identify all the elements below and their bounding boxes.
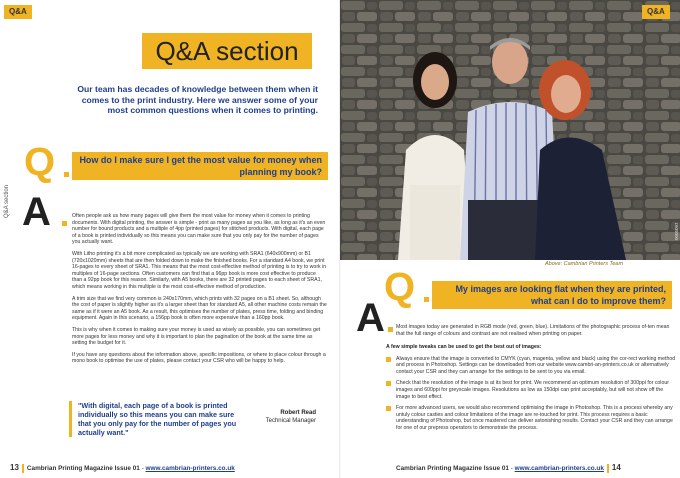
answer-letter: A	[22, 190, 51, 234]
question-letter: Q	[24, 140, 56, 184]
tip-item	[386, 356, 676, 376]
page-number: 14	[611, 463, 621, 472]
bullet-square-icon	[386, 357, 391, 362]
question-heading: How do I make sure I get the most value for money when planning my book?	[72, 152, 328, 180]
signature	[266, 410, 316, 425]
tip-text: For more advanced users, we would also recommend optimising the image in Photoshop. This is a process whereby any untuly colour casties and colour limitations of the image are re-touched for print. This process requires a basic understanding of Photoshop, but once mastered can deliver astonishing results. Contact your CSR and they can arrange for one of our prepress operators to demonstrate the process.	[396, 405, 673, 431]
section-tag: Q&A	[642, 5, 670, 19]
tip-text: Always ensure that the image is converted to CMYK (cyan, magenta, yellow and black) using the cor-rect working method and process in Photoshop. Settings can be downloaded from our website www.cambri-an-printers.co.uk or alternatively contact your CSR and they can arrange for the settings to be sent to you via email.	[396, 355, 676, 375]
question-heading: My images are looking flat when they are printed, what can I do to improve them?	[432, 281, 672, 309]
answer-paragraph: With Litho printing it's a bit more complicated as typically we are working with SRA1 (640x900mm) or B1 (720x1020mm) sheets that are then folded down to make the finished books. For a standard A4 book, we print 16-pages to every sheet of SRA1. This means that the most cost-effective method of printing is to try to work in multiples of 16-page sections. Often customers can find that a 96pp book is more cost effective to produce than a 92pp book for this reason. Similarly, with A5 books, there are 32 printed pages to each sheet of SRA1, which means working in this multiple is the most cost-effective method of production.	[72, 250, 327, 290]
answer-paragraph: Often people ask us how many pages will give them the most value for money when it comes to printing documents. With digital printing, the answer is simple - print as many pages as you like, as long as it's an even number for bound products and a multiple of 4pp (printed pages) for stitched products. With digital, each page of a book is printed individually so this means you can make sure that you only pay for the number of pages you actually want.	[72, 213, 326, 246]
team-photo	[340, 0, 680, 260]
footer-publication: Cambrian Printing Magazine Issue 01	[26, 465, 140, 472]
accent-dot	[64, 172, 69, 177]
tip-text: Check that the resolution of the image is at its best for print. We recommend an optimum resolution of 300ppi for colour images and 600ppi for greyscale images. Resolutions as low as 150dpi can print acceptably, but will not show off the image to best effect.	[396, 380, 669, 400]
footer-divider	[607, 464, 609, 473]
answer-letter: A	[356, 296, 385, 340]
footer-divider	[22, 464, 24, 473]
question-letter: Q	[384, 265, 416, 309]
page-title: Q&A section	[142, 33, 312, 69]
accent-dot	[62, 221, 67, 226]
answer-paragraph: If you have any questions about the information above, specific impositions, or where to place colour through a mono book to optimise the use of plates, please contact your CSR who will be happy to help.	[72, 351, 326, 365]
answer-intro: Most images today are generated in RGB mode (red, green, blue). Limitations of the photographic process of-ten mean that the full range of colours and contrast are not realised when printing on paper.	[396, 324, 670, 337]
photo-credit: 0005097	[674, 222, 679, 240]
page-footer	[396, 463, 621, 473]
footer-website-link[interactable]: www.cambrian-printers.co.uk	[145, 465, 235, 472]
bullet-square-icon	[386, 406, 391, 411]
footer-publication: Cambrian Printing Magazine Issue 01	[396, 465, 509, 472]
accent-dot	[388, 327, 393, 332]
pull-quote: "With digital, each page of a book is printed individually so this means you can make sure that you only pay for the number of pages you actually want."	[69, 401, 249, 437]
vertical-section-label: Q&A section	[4, 184, 10, 218]
page-footer	[10, 463, 235, 473]
tips-section	[386, 344, 676, 437]
intro-text: Our team has decades of knowledge between them when it comes to the print industry. Here we answer some of your most common questions when it comes to printing.	[77, 84, 318, 116]
accent-dot	[424, 297, 429, 302]
photo-caption: Above: Cambrian Printers Team	[545, 261, 624, 267]
tips-lead: A few simple tweaks can be used to get the best out of images:	[386, 344, 542, 350]
bullet-square-icon	[386, 381, 391, 386]
spine-shadow	[339, 0, 341, 478]
team-photo-illustration	[340, 0, 680, 260]
section-tag: Q&A	[4, 5, 32, 19]
tip-item	[386, 405, 676, 431]
tip-item	[386, 380, 676, 400]
page-number: 13	[10, 463, 19, 472]
signature-role: Technical Manager	[265, 417, 316, 424]
answer-paragraph: This is why when it comes to making sure your money is used as wisely as possible, you can sometimes get more pages for less money and why it is important to plan the pagination of the book at the same time as setting the budget for it.	[72, 326, 321, 347]
answer-paragraph: A trim size that we find very common is 240x170mm, which prints with 32 pages on a B1 sheet. So, although the cost of paper is slightly higher as it's a larger sheet than for standard A5, all other machine costs remain the same as if it were an A5 book. As a result, this optimises the number of plates, press time, folding and binding equipment. Again in this scenario, a 156pp book is often more expensive than a 160pp book.	[72, 295, 327, 322]
signature-name: Robert Read	[280, 410, 316, 416]
footer-separator: -	[141, 465, 144, 472]
footer-separator: -	[510, 465, 513, 472]
answer-body	[72, 213, 327, 370]
footer-website-link[interactable]: www.cambrian-printers.co.uk	[514, 465, 604, 472]
